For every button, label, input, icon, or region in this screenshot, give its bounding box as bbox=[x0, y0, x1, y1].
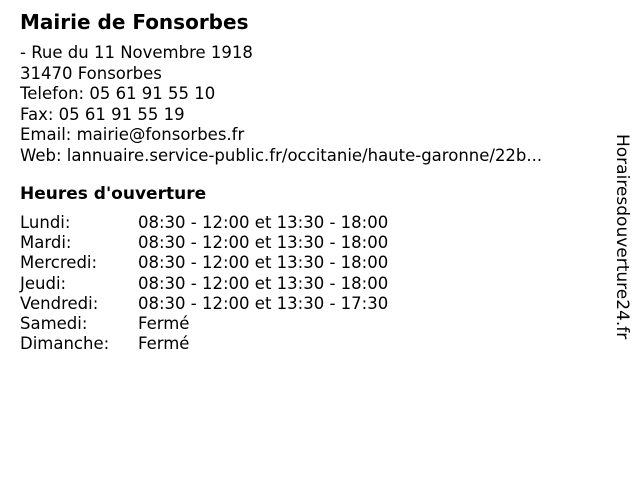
fax-number: Fax: 05 61 91 55 19 bbox=[20, 104, 185, 124]
day-label: Lundi: bbox=[20, 213, 71, 232]
hours-row-mardi bbox=[20, 233, 388, 253]
day-hours: Fermé bbox=[138, 313, 190, 333]
city: 31470 Fonsorbes bbox=[20, 63, 162, 83]
day-label: Dimanche: bbox=[20, 334, 110, 354]
phone-number: Telefon: 05 61 91 55 10 bbox=[20, 84, 216, 103]
hours-row-mercredi bbox=[20, 253, 388, 273]
page-title: Mairie de Fonsorbes bbox=[20, 10, 249, 34]
hours-heading: Heures d'ouverture bbox=[20, 184, 207, 204]
day-hours: 08:30 - 12:00 et 13:30 - 18:00 bbox=[138, 273, 389, 293]
day-label: Mardi: bbox=[20, 233, 72, 253]
day-hours: Fermé bbox=[138, 334, 190, 354]
day-hours: 08:30 - 12:00 et 13:30 - 17:30 bbox=[138, 293, 389, 313]
street-address: - Rue du 11 Novembre 1918 bbox=[20, 43, 253, 62]
day-hours: 08:30 - 12:00 et 13:30 - 18:00 bbox=[138, 233, 389, 253]
hours-row-jeudi bbox=[20, 274, 388, 294]
site-watermark: Horairesdouverture24.fr bbox=[612, 134, 632, 340]
email-address: Email: mairie@fonsorbes.fr bbox=[20, 125, 245, 144]
hours-row-samedi bbox=[20, 314, 388, 334]
hours-row-dimanche bbox=[20, 334, 388, 354]
website-url: Web: lannuaire.service-public.fr/occitanie/haute-garonne/22b... bbox=[20, 145, 543, 165]
hours-row-lundi bbox=[20, 213, 388, 233]
hours-table bbox=[20, 213, 388, 354]
day-hours: 08:30 - 12:00 et 13:30 - 18:00 bbox=[138, 213, 389, 232]
contact-info bbox=[20, 43, 542, 166]
day-label: Samedi: bbox=[20, 313, 88, 333]
hours-row-vendredi bbox=[20, 294, 388, 314]
day-label: Mercredi: bbox=[20, 253, 98, 273]
day-label: Jeudi: bbox=[20, 273, 67, 293]
day-label: Vendredi: bbox=[20, 293, 99, 313]
day-hours: 08:30 - 12:00 et 13:30 - 18:00 bbox=[138, 253, 389, 273]
